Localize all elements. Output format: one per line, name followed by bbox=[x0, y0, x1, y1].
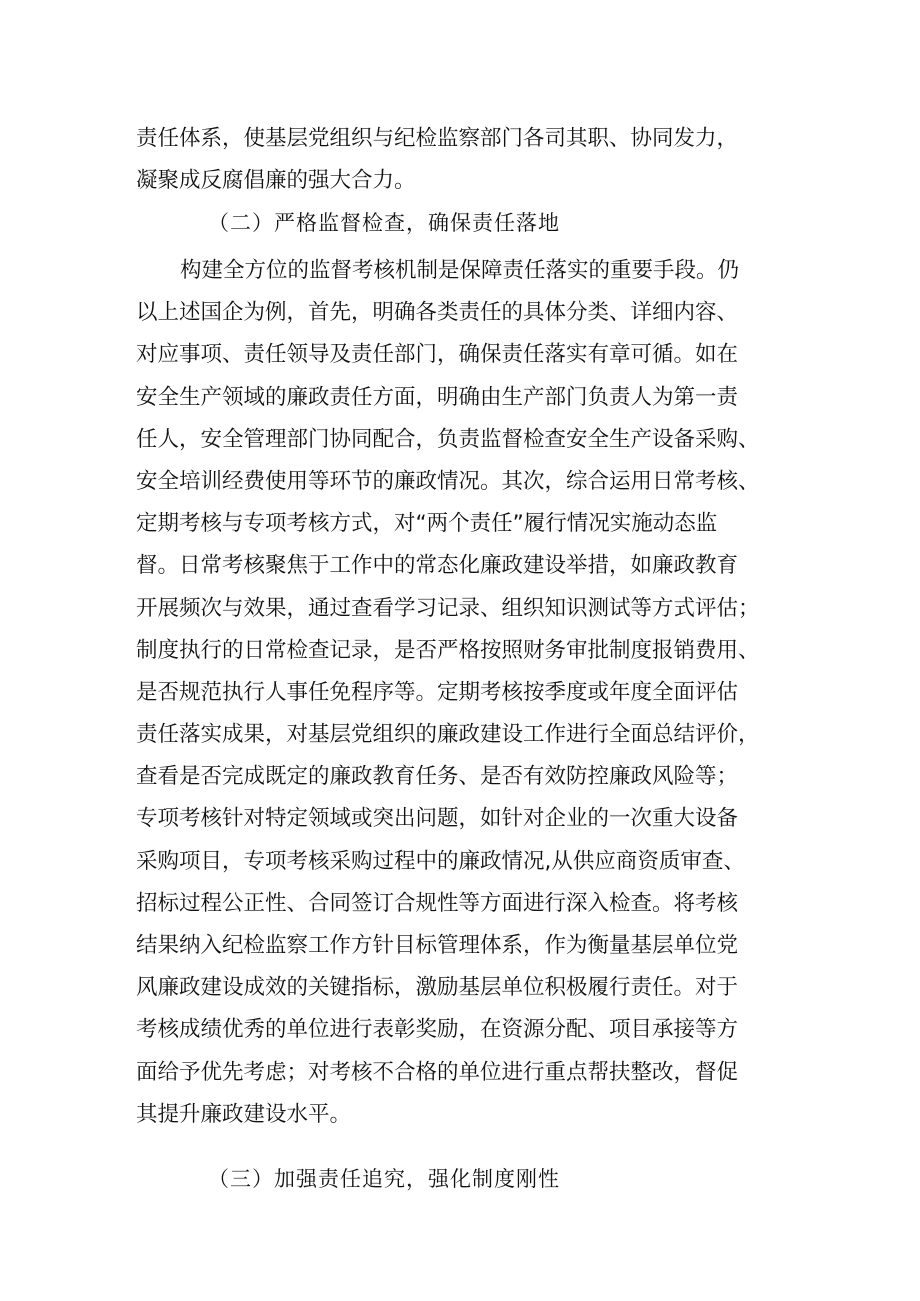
paragraph-line: 结果纳入纪检监察工作方针目标管理体系，作为衡量基层单位党 bbox=[136, 933, 739, 958]
paragraph-line: 以上述国企为例，首先，明确各类责任的具体分类、详细内容、 bbox=[136, 300, 739, 326]
section-heading-3: （三）加强责任追究，强化制度刚性 bbox=[208, 1167, 560, 1191]
paragraph-line: 考核成绩优秀的单位进行表彰奖励，在资源分配、项目承接等方 bbox=[136, 1017, 739, 1043]
paragraph-line: 制度执行的日常检查记录，是否严格按照财务审批制度报销费用、 bbox=[136, 637, 760, 663]
paragraph-line: 督。日常考核聚焦于工作中的常态化廉政建设举措，如廉政教育 bbox=[136, 553, 739, 579]
paragraph-line: 安全生产领域的廉政责任方面，明确由生产部门负责人为第一责 bbox=[136, 384, 739, 410]
paragraph-line: 采购项目，专项考核采购过程中的廉政情况,从供应商资质审查、 bbox=[136, 848, 745, 874]
section-heading-3-wrapper bbox=[136, 1158, 796, 1200]
paragraph-line: 查看是否完成既定的廉政教育任务、是否有效防控廉政风险等； bbox=[136, 764, 739, 790]
paragraph-line: 招标过程公正性、合同签订合规性等方面进行深入检查。将考核 bbox=[136, 890, 739, 916]
paragraph-line: 责任落实成果，对基层党组织的廉政建设工作进行全面总结评价， bbox=[136, 722, 760, 748]
paragraph-line: 专项考核针对特定领域或突出问题，如针对企业的一次重大设备 bbox=[136, 806, 739, 832]
intro-paragraph bbox=[136, 118, 796, 202]
paragraph-line: 任人，安全管理部门协同配合，负责监督检查安全生产设备采购、 bbox=[136, 426, 760, 452]
paragraph-line: 面给予优先考虑；对考核不合格的单位进行重点帮扶整改，督促 bbox=[136, 1059, 739, 1085]
paragraph-line: 开展频次与效果，通过查看学习记录、组织知识测试等方式评估； bbox=[136, 595, 760, 621]
paragraph-line: 是否规范执行人事任免程序等。定期考核按季度或年度全面评估 bbox=[136, 679, 739, 705]
section-2-paragraph bbox=[136, 250, 796, 1136]
paragraph-line: 构建全方位的监督考核机制是保障责任落实的重要手段。仍 bbox=[180, 258, 740, 283]
paragraph-line: 对应事项、责任领导及责任部门，确保责任落实有章可循。如在 bbox=[136, 342, 739, 368]
paragraph-line: 定期考核与专项考核方式，对“两个责任”履行情况实施动态监 bbox=[136, 511, 718, 537]
paragraph-line: 其提升廉政建设水平。 bbox=[136, 1101, 352, 1127]
paragraph-line: 风廉政建设成效的关键指标，激励基层单位积极履行责任。对于 bbox=[136, 975, 739, 1001]
section-heading-2: （二）严格监督检查，确保责任落地 bbox=[208, 211, 560, 235]
paragraph-line: 凝聚成反腐倡廉的强大合力。 bbox=[136, 168, 416, 194]
paragraph-line: 责任体系，使基层党组织与纪检监察部门各司其职、协同发力， bbox=[136, 126, 739, 151]
section-heading-2-wrapper bbox=[136, 202, 796, 244]
paragraph-line: 安全培训经费使用等环节的廉政情况。其次，综合运用日常考核、 bbox=[136, 468, 760, 494]
